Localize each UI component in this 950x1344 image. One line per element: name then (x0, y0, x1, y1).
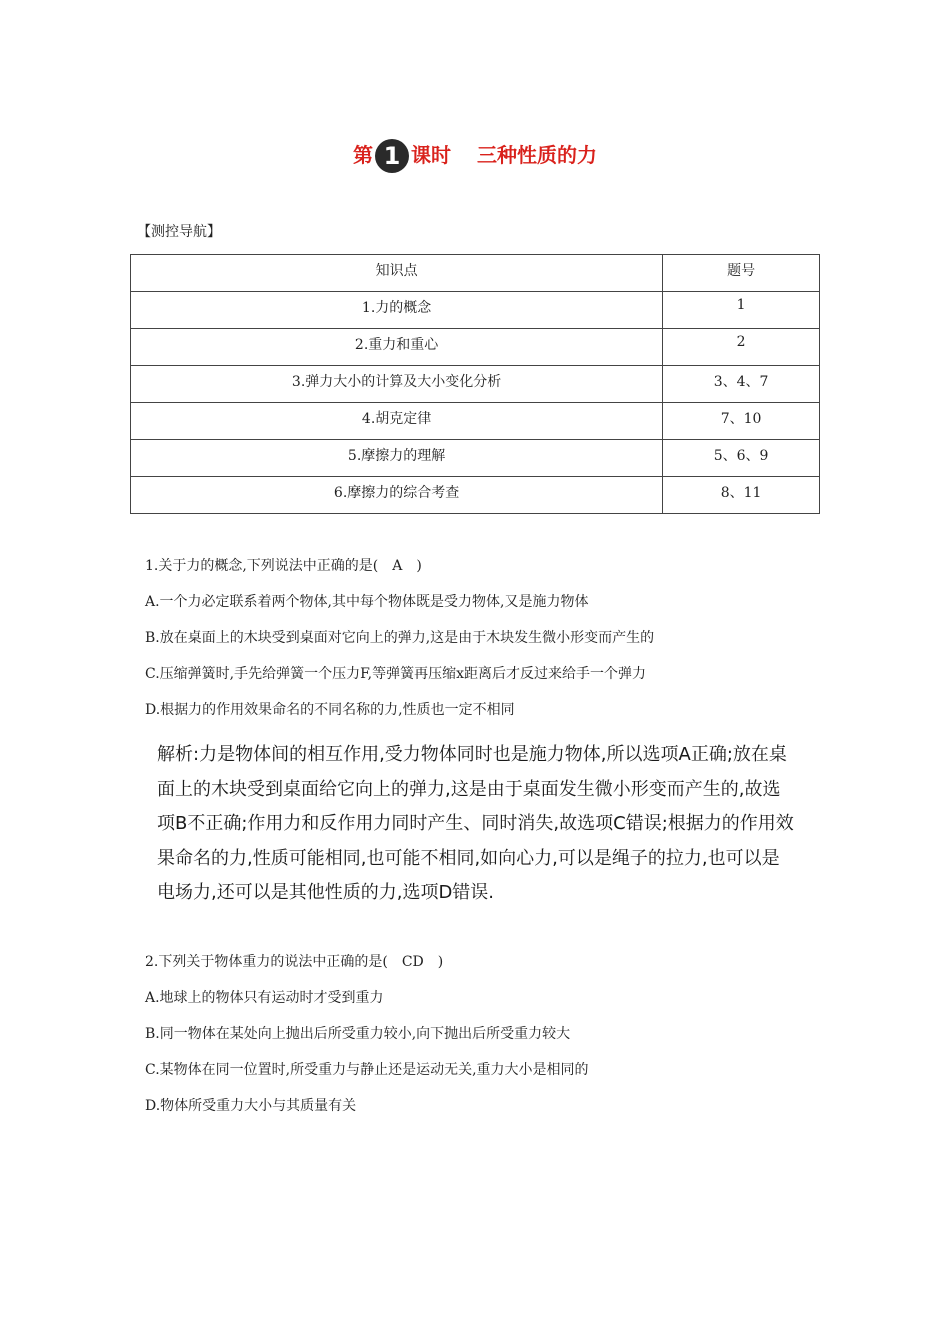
table-row (131, 329, 820, 366)
table-row (131, 440, 820, 477)
table-cell-topic: 5.摩擦力的理解 (131, 440, 663, 477)
table-cell-question-no: 7、10 (663, 403, 820, 440)
question-1-analysis: 解析:力是物体间的相互作用,受力物体同时也是施力物体,所以选项A正确;放在桌面上的木块受到桌面给它向上的弹力,这是由于桌面发生微小形变而产生的,故选项B不正确;作用力和反作用力同时产生、同时消失,故选项C错误;根据力的作用效果命名的力,性质可能相同,也可能不相同,如向心力,可以是绳子的拉力,也可以是电场力,还可以是其他性质的力,选项D错误. (157, 744, 794, 904)
title-name: 三种性质的力 (477, 143, 597, 167)
table-cell-question-no: 3、4、7 (663, 366, 820, 403)
title-prefix: 第 (353, 143, 373, 167)
question-2-option-b: B.同一物体在某处向上抛出后所受重力较小,向下抛出后所受重力较大 (145, 1026, 571, 1042)
table-cell-topic: 2.重力和重心 (131, 329, 663, 366)
table-cell-topic: 3.弹力大小的计算及大小变化分析 (131, 366, 663, 403)
title-suffix: 课时 (411, 143, 451, 167)
table-cell-topic: 6.摩擦力的综合考查 (131, 477, 663, 514)
question-2-option-c: C.某物体在同一位置时,所受重力与静止还是运动无关,重力大小是相同的 (145, 1062, 589, 1078)
table-header-question-no: 题号 (663, 255, 820, 292)
table-cell-topic: 1.力的概念 (131, 292, 663, 329)
table-row (131, 292, 820, 329)
table-header-topic: 知识点 (131, 255, 663, 292)
question-1-option-a: A.一个力必定联系着两个物体,其中每个物体既是受力物体,又是施力物体 (145, 594, 589, 610)
table-cell-question-no: 1 (663, 292, 820, 329)
table-row (131, 477, 820, 514)
table-cell-question-no: 8、11 (663, 477, 820, 514)
question-1-option-c: C.压缩弹簧时,手先给弹簧一个压力F,等弹簧再压缩x距离后才反过来给手一个弹力 (145, 666, 646, 682)
table-cell-topic: 4.胡克定律 (131, 403, 663, 440)
table-cell-question-no: 5、6、9 (663, 440, 820, 477)
section-label-navigation: 【测控导航】 (137, 224, 221, 240)
table-row (131, 366, 820, 403)
question-2-stem: 2.下列关于物体重力的说法中正确的是( CD ) (145, 954, 444, 970)
question-1-option-d: D.根据力的作用效果命名的不同名称的力,性质也一定不相同 (145, 702, 515, 718)
page-title (0, 130, 950, 180)
table-row (131, 403, 820, 440)
table-cell-question-no: 2 (663, 329, 820, 366)
question-2-option-a: A.地球上的物体只有运动时才受到重力 (145, 990, 384, 1006)
table-header-row (131, 255, 820, 292)
lesson-number-badge: 1 (375, 139, 409, 173)
question-2-option-d: D.物体所受重力大小与其质量有关 (145, 1098, 357, 1114)
question-1-option-b: B.放在桌面上的木块受到桌面对它向上的弹力,这是由于木块发生微小形变而产生的 (145, 630, 655, 646)
knowledge-table (130, 254, 820, 514)
question-1-stem: 1.关于力的概念,下列说法中正确的是( A ) (145, 558, 422, 574)
